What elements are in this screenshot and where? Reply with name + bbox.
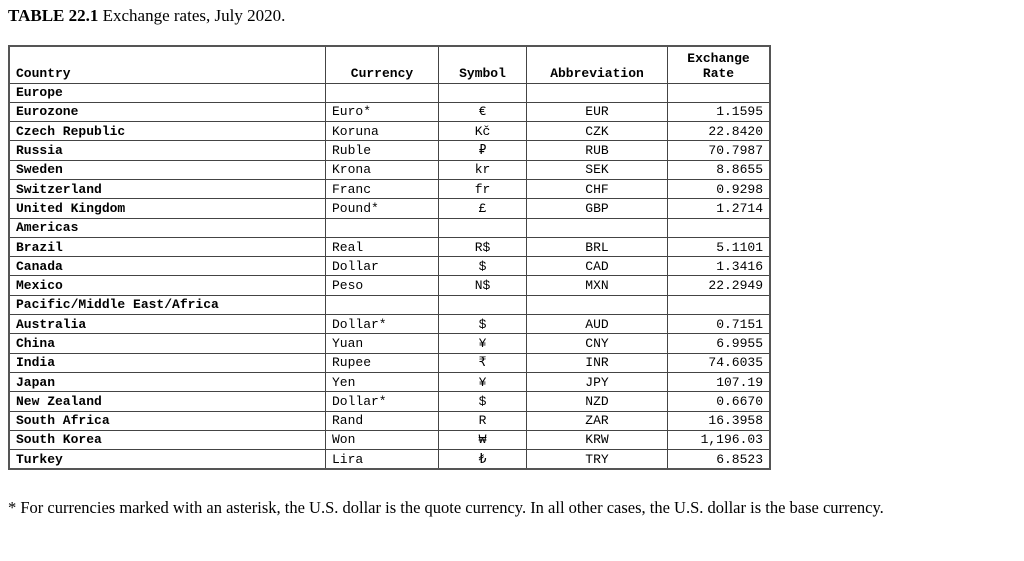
abbreviation-cell: CZK bbox=[527, 122, 668, 141]
rate-cell: 5.1101 bbox=[668, 237, 771, 256]
country-cell: Russia bbox=[9, 141, 326, 160]
symbol-cell: N$ bbox=[439, 276, 527, 295]
abbreviation-cell: CHF bbox=[527, 179, 668, 198]
abbreviation-cell bbox=[527, 83, 668, 102]
currency-cell bbox=[326, 83, 439, 102]
symbol-cell: Kč bbox=[439, 122, 527, 141]
symbol-cell: ₺ bbox=[439, 450, 527, 470]
rate-cell: 0.9298 bbox=[668, 179, 771, 198]
country-cell: Brazil bbox=[9, 237, 326, 256]
rate-cell: 0.6670 bbox=[668, 392, 771, 411]
rate-cell bbox=[668, 295, 771, 314]
table-row bbox=[9, 450, 770, 470]
symbol-cell: ₽ bbox=[439, 141, 527, 160]
country-cell: New Zealand bbox=[9, 392, 326, 411]
table-body bbox=[9, 83, 770, 469]
header-rate-line2: Rate bbox=[702, 65, 735, 81]
symbol-cell: kr bbox=[439, 160, 527, 179]
table-row bbox=[9, 392, 770, 411]
symbol-cell: $ bbox=[439, 315, 527, 334]
abbreviation-cell: NZD bbox=[527, 392, 668, 411]
symbol-cell bbox=[439, 83, 527, 102]
currency-cell: Real bbox=[326, 237, 439, 256]
table-row bbox=[9, 372, 770, 391]
country-cell: South Korea bbox=[9, 430, 326, 449]
table-row bbox=[9, 102, 770, 121]
country-cell: United Kingdom bbox=[9, 199, 326, 218]
section-label: Pacific/Middle East/Africa bbox=[9, 295, 326, 314]
country-cell: Turkey bbox=[9, 450, 326, 470]
abbreviation-cell: KRW bbox=[527, 430, 668, 449]
table-caption: Exchange rates, July 2020. bbox=[102, 6, 286, 25]
rate-cell: 6.9955 bbox=[668, 334, 771, 353]
abbreviation-cell bbox=[527, 218, 668, 237]
table-row bbox=[9, 257, 770, 276]
currency-cell: Yen bbox=[326, 372, 439, 391]
symbol-cell: $ bbox=[439, 257, 527, 276]
currency-cell: Franc bbox=[326, 179, 439, 198]
currency-cell: Pound* bbox=[326, 199, 439, 218]
symbol-cell: ¥ bbox=[439, 372, 527, 391]
header-rate-line1: Exchange bbox=[687, 50, 750, 66]
country-cell: Canada bbox=[9, 257, 326, 276]
abbreviation-cell: CAD bbox=[527, 257, 668, 276]
currency-cell: Dollar* bbox=[326, 315, 439, 334]
section-row bbox=[9, 295, 770, 314]
symbol-cell: R$ bbox=[439, 237, 527, 256]
table-row bbox=[9, 122, 770, 141]
table-row bbox=[9, 353, 770, 372]
section-row bbox=[9, 218, 770, 237]
rate-cell: 1.1595 bbox=[668, 102, 771, 121]
table-row bbox=[9, 315, 770, 334]
rate-cell bbox=[668, 218, 771, 237]
abbreviation-cell: CNY bbox=[527, 334, 668, 353]
country-cell: Sweden bbox=[9, 160, 326, 179]
rate-cell: 22.8420 bbox=[668, 122, 771, 141]
abbreviation-cell: RUB bbox=[527, 141, 668, 160]
currency-cell: Peso bbox=[326, 276, 439, 295]
symbol-cell bbox=[439, 295, 527, 314]
section-label: Americas bbox=[9, 218, 326, 237]
country-cell: Japan bbox=[9, 372, 326, 391]
currency-cell: Euro* bbox=[326, 102, 439, 121]
exchange-rates-table bbox=[8, 45, 771, 470]
abbreviation-cell: EUR bbox=[527, 102, 668, 121]
rate-cell: 70.7987 bbox=[668, 141, 771, 160]
abbreviation-cell: INR bbox=[527, 353, 668, 372]
abbreviation-cell: SEK bbox=[527, 160, 668, 179]
abbreviation-cell: ZAR bbox=[527, 411, 668, 430]
currency-cell: Koruna bbox=[326, 122, 439, 141]
country-cell: Mexico bbox=[9, 276, 326, 295]
rate-cell: 1.2714 bbox=[668, 199, 771, 218]
table-row bbox=[9, 141, 770, 160]
symbol-cell: ¥ bbox=[439, 334, 527, 353]
rate-cell: 8.8655 bbox=[668, 160, 771, 179]
currency-cell: Krona bbox=[326, 160, 439, 179]
currency-cell: Lira bbox=[326, 450, 439, 470]
symbol-cell: $ bbox=[439, 392, 527, 411]
table-row bbox=[9, 199, 770, 218]
rate-cell: 6.8523 bbox=[668, 450, 771, 470]
symbol-cell: R bbox=[439, 411, 527, 430]
rate-cell: 22.2949 bbox=[668, 276, 771, 295]
table-row bbox=[9, 179, 770, 198]
symbol-cell: ₩ bbox=[439, 430, 527, 449]
table-row bbox=[9, 160, 770, 179]
currency-cell: Rand bbox=[326, 411, 439, 430]
section-label: Europe bbox=[9, 83, 326, 102]
country-cell: Australia bbox=[9, 315, 326, 334]
currency-cell bbox=[326, 218, 439, 237]
country-cell: Czech Republic bbox=[9, 122, 326, 141]
table-row bbox=[9, 276, 770, 295]
header-exchange-rate bbox=[668, 46, 771, 83]
currency-cell: Yuan bbox=[326, 334, 439, 353]
abbreviation-cell: MXN bbox=[527, 276, 668, 295]
abbreviation-cell bbox=[527, 295, 668, 314]
header-symbol: Symbol bbox=[439, 46, 527, 83]
table-row bbox=[9, 237, 770, 256]
currency-cell: Ruble bbox=[326, 141, 439, 160]
currency-cell: Rupee bbox=[326, 353, 439, 372]
country-cell: Eurozone bbox=[9, 102, 326, 121]
currency-cell: Dollar bbox=[326, 257, 439, 276]
abbreviation-cell: AUD bbox=[527, 315, 668, 334]
symbol-cell: ₹ bbox=[439, 353, 527, 372]
rate-cell: 74.6035 bbox=[668, 353, 771, 372]
header-country: Country bbox=[9, 46, 326, 83]
country-cell: China bbox=[9, 334, 326, 353]
table-title bbox=[8, 6, 285, 26]
rate-cell bbox=[668, 83, 771, 102]
symbol-cell: £ bbox=[439, 199, 527, 218]
rate-cell: 0.7151 bbox=[668, 315, 771, 334]
abbreviation-cell: GBP bbox=[527, 199, 668, 218]
country-cell: India bbox=[9, 353, 326, 372]
country-cell: Switzerland bbox=[9, 179, 326, 198]
footnote: * For currencies marked with an asterisk, the U.S. dollar is the quote currency. In all other cases, the U.S. dollar is the base currency. bbox=[8, 498, 884, 517]
currency-cell: Won bbox=[326, 430, 439, 449]
symbol-cell: fr bbox=[439, 179, 527, 198]
table-header-row bbox=[9, 46, 770, 83]
currency-cell: Dollar* bbox=[326, 392, 439, 411]
rate-cell: 1.3416 bbox=[668, 257, 771, 276]
abbreviation-cell: TRY bbox=[527, 450, 668, 470]
table-row bbox=[9, 334, 770, 353]
header-currency: Currency bbox=[326, 46, 439, 83]
symbol-cell bbox=[439, 218, 527, 237]
abbreviation-cell: BRL bbox=[527, 237, 668, 256]
symbol-cell: € bbox=[439, 102, 527, 121]
section-row bbox=[9, 83, 770, 102]
rate-cell: 16.3958 bbox=[668, 411, 771, 430]
currency-cell bbox=[326, 295, 439, 314]
table-number: TABLE 22.1 bbox=[8, 6, 99, 25]
table-row bbox=[9, 430, 770, 449]
table-row bbox=[9, 411, 770, 430]
rate-cell: 107.19 bbox=[668, 372, 771, 391]
rate-cell: 1,196.03 bbox=[668, 430, 771, 449]
header-abbreviation: Abbreviation bbox=[527, 46, 668, 83]
country-cell: South Africa bbox=[9, 411, 326, 430]
abbreviation-cell: JPY bbox=[527, 372, 668, 391]
